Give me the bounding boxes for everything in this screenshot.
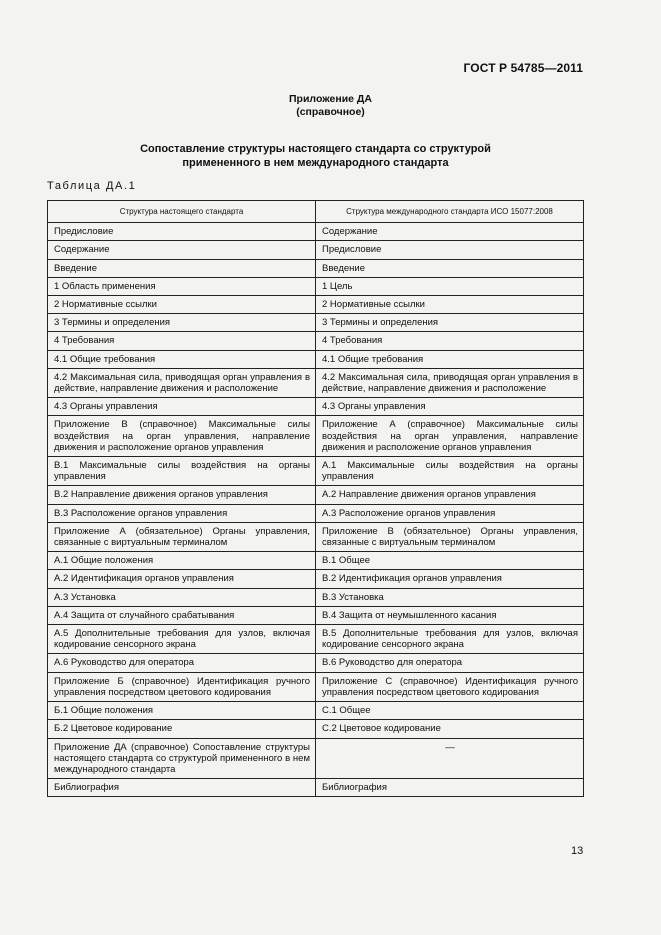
table-row bbox=[48, 504, 584, 522]
cell-international-structure: В.1 Общее bbox=[316, 552, 584, 570]
table-label: Таблица ДА.1 bbox=[47, 180, 137, 192]
table-row bbox=[48, 457, 584, 486]
section-heading bbox=[0, 142, 631, 170]
table-row bbox=[48, 314, 584, 332]
table-row bbox=[48, 332, 584, 350]
cell-international-structure: А.2 Направление движения органов управления bbox=[316, 486, 584, 504]
table-row bbox=[48, 416, 584, 457]
cell-international-structure: С.1 Общее bbox=[316, 702, 584, 720]
cell-national-structure: 2 Нормативные ссылки bbox=[48, 296, 316, 314]
document-code: ГОСТ Р 54785—2011 bbox=[463, 61, 583, 75]
column-header-international: Структура международного стандарта ИСО 15077:2008 bbox=[316, 201, 584, 223]
cell-international-structure: 3 Термины и определения bbox=[316, 314, 584, 332]
table-row bbox=[48, 486, 584, 504]
table-row bbox=[48, 720, 584, 738]
cell-international-structure: 4 Требования bbox=[316, 332, 584, 350]
cell-national-structure: А.6 Руководство для оператора bbox=[48, 654, 316, 672]
table-row bbox=[48, 522, 584, 551]
table-row bbox=[48, 368, 584, 397]
cell-national-structure: 4.3 Органы управления bbox=[48, 398, 316, 416]
cell-international-structure: Библиография bbox=[316, 779, 584, 797]
cell-international-structure: Предисловие bbox=[316, 241, 584, 259]
cell-international-structure: 1 Цель bbox=[316, 277, 584, 295]
table-row bbox=[48, 702, 584, 720]
cell-international-structure: В.6 Руководство для оператора bbox=[316, 654, 584, 672]
cell-international-structure: Приложение А (справочное) Максимальные силы воздействия на орган управления, направление движения и расположение органов управления bbox=[316, 416, 584, 457]
table-row bbox=[48, 223, 584, 241]
cell-national-structure: Приложение В (справочное) Максимальные силы воздействия на орган управления, направление движения и расположение органов управления bbox=[48, 416, 316, 457]
cell-national-structure: 1 Область применения bbox=[48, 277, 316, 295]
column-header-national: Структура настоящего стандарта bbox=[48, 201, 316, 223]
cell-international-structure: — bbox=[316, 738, 584, 779]
page-number: 13 bbox=[571, 845, 584, 857]
cell-international-structure: В.5 Дополнительные требования для узлов, включая кодирование сенсорного экрана bbox=[316, 625, 584, 654]
table-row bbox=[48, 570, 584, 588]
cell-national-structure: Приложение А (обязательное) Органы управления, связанные с виртуальным терминалом bbox=[48, 522, 316, 551]
cell-international-structure: В.3 Установка bbox=[316, 588, 584, 606]
structure-comparison-table bbox=[47, 200, 584, 797]
cell-national-structure: 4.1 Общие требования bbox=[48, 350, 316, 368]
cell-national-structure: В.2 Направление движения органов управления bbox=[48, 486, 316, 504]
cell-national-structure: 4 Требования bbox=[48, 332, 316, 350]
appendix-subtitle: (справочное) bbox=[296, 106, 365, 118]
cell-international-structure: 2 Нормативные ссылки bbox=[316, 296, 584, 314]
table-row bbox=[48, 241, 584, 259]
cell-international-structure: А.3 Расположение органов управления bbox=[316, 504, 584, 522]
cell-international-structure: Содержание bbox=[316, 223, 584, 241]
cell-national-structure: Предисловие bbox=[48, 223, 316, 241]
table-row bbox=[48, 738, 584, 779]
cell-national-structure: Приложение Б (справочное) Идентификация ручного управления посредством цветового кодирования bbox=[48, 672, 316, 701]
cell-national-structure: Библиография bbox=[48, 779, 316, 797]
cell-national-structure: А.3 Установка bbox=[48, 588, 316, 606]
cell-international-structure: Приложение С (справочное) Идентификация ручного управления посредством цветового кодирования bbox=[316, 672, 584, 701]
cell-international-structure: В.2 Идентификация органов управления bbox=[316, 570, 584, 588]
cell-national-structure: Приложение ДА (справочное) Сопоставление структуры настоящего стандарта со структурой примененного в нем международного стандарта bbox=[48, 738, 316, 779]
cell-national-structure: Б.2 Цветовое кодирование bbox=[48, 720, 316, 738]
cell-national-structure: 4.2 Максимальная сила, приводящая орган управления в действие, направление движения и расположение bbox=[48, 368, 316, 397]
appendix-title-block bbox=[0, 93, 661, 119]
heading-line-2: примененного в нем международного стандарта bbox=[182, 157, 449, 169]
table-row bbox=[48, 654, 584, 672]
appendix-title: Приложение ДА bbox=[289, 93, 372, 105]
table-row bbox=[48, 398, 584, 416]
table-row bbox=[48, 606, 584, 624]
table-row bbox=[48, 779, 584, 797]
cell-international-structure: С.2 Цветовое кодирование bbox=[316, 720, 584, 738]
cell-national-structure: Введение bbox=[48, 259, 316, 277]
table-row bbox=[48, 588, 584, 606]
table-body bbox=[48, 223, 584, 797]
cell-international-structure: 4.2 Максимальная сила, приводящая орган управления в действие, направление движения и расположение bbox=[316, 368, 584, 397]
table-row bbox=[48, 552, 584, 570]
heading-line-1: Сопоставление структуры настоящего стандарта со структурой bbox=[140, 143, 491, 155]
cell-national-structure: В.3 Расположение органов управления bbox=[48, 504, 316, 522]
table-row bbox=[48, 350, 584, 368]
cell-national-structure: А.5 Дополнительные требования для узлов, включая кодирование сенсорного экрана bbox=[48, 625, 316, 654]
table-header-row bbox=[48, 201, 584, 223]
cell-national-structure: А.1 Общие положения bbox=[48, 552, 316, 570]
table-row bbox=[48, 259, 584, 277]
table-row bbox=[48, 277, 584, 295]
cell-international-structure: В.4 Защита от неумышленного касания bbox=[316, 606, 584, 624]
cell-international-structure: 4.3 Органы управления bbox=[316, 398, 584, 416]
table-row bbox=[48, 625, 584, 654]
cell-national-structure: В.1 Максимальные силы воздействия на органы управления bbox=[48, 457, 316, 486]
table-row bbox=[48, 672, 584, 701]
cell-national-structure: А.2 Идентификация органов управления bbox=[48, 570, 316, 588]
cell-national-structure: Б.1 Общие положения bbox=[48, 702, 316, 720]
table-row bbox=[48, 296, 584, 314]
cell-national-structure: 3 Термины и определения bbox=[48, 314, 316, 332]
cell-international-structure: А.1 Максимальные силы воздействия на органы управления bbox=[316, 457, 584, 486]
cell-national-structure: Содержание bbox=[48, 241, 316, 259]
cell-international-structure: Приложение В (обязательное) Органы управления, связанные с виртуальным терминалом bbox=[316, 522, 584, 551]
cell-international-structure: 4.1 Общие требования bbox=[316, 350, 584, 368]
cell-national-structure: А.4 Защита от случайного срабатывания bbox=[48, 606, 316, 624]
cell-international-structure: Введение bbox=[316, 259, 584, 277]
